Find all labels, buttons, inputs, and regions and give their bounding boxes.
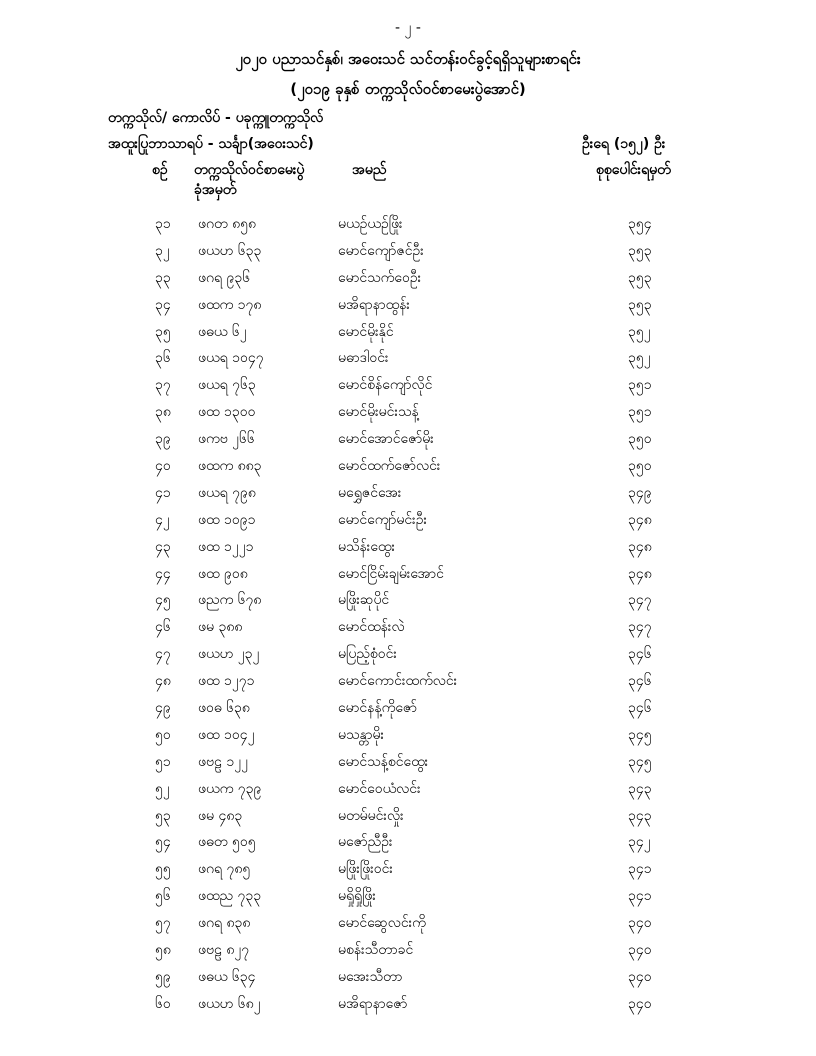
roll-number: ဖထ ၁၀၉၁ (198, 511, 256, 528)
total-marks: ၃၄၇ (628, 619, 652, 636)
column-header-roll: တက္ကသိုလ်ဝင်စာမေးပွဲ (194, 162, 305, 178)
roll-number: ဖယဟ ၆၃၃ (198, 242, 262, 259)
roll-number: ဖဓယ ၆၃၄ (198, 968, 256, 985)
table-row (0, 617, 816, 644)
student-name: မောင်ထက်ဇော်လင်း (338, 458, 441, 475)
student-name: မောင်သန့်စင်ထွေး (338, 753, 429, 770)
roll-number: ဖကဗ ၂၆၆ (198, 431, 255, 448)
student-name: မဇော်ညီဦး (338, 834, 393, 851)
table-row (0, 913, 816, 940)
student-name: မောင်စိန်ကျော်လိုင် (338, 377, 433, 394)
row-number: ၄၁ (155, 484, 171, 501)
total-marks: ၃၄၈ (628, 511, 652, 528)
roll-number: ဖထ ၁၂၂၁ (198, 538, 254, 555)
student-list (0, 214, 816, 1021)
total-marks: ၃၄၁ (628, 861, 652, 878)
row-number: ၅၆ (155, 888, 171, 905)
row-number: ၄၃ (155, 538, 171, 555)
roll-number: ဖထ ၉၀၈ (198, 565, 248, 582)
roll-number: ဖဗဠ ၈၂၇ (198, 942, 250, 959)
row-number: ၃၇ (155, 377, 171, 394)
roll-number: ဖဂရ ၉၃၆ (198, 269, 251, 286)
student-name: မောင်မိုးနိုင် (338, 323, 394, 340)
row-number: ၃၆ (155, 350, 171, 367)
table-row (0, 564, 816, 591)
student-name: မသိန်းထွေး (338, 538, 396, 555)
row-number: ၄၅ (155, 592, 171, 609)
total-marks: ၃၅၃ (628, 242, 652, 259)
row-number: ၅၁ (155, 753, 171, 770)
student-name: မသန္တာမိုး (338, 726, 385, 743)
table-row (0, 994, 816, 1021)
row-number: ၅၅ (155, 861, 171, 878)
total-marks: ၃၅၃ (628, 269, 652, 286)
student-name: မောင်ကျော်မင်းဦး (338, 511, 428, 528)
total-marks: ၃၄၀ (628, 915, 652, 932)
university-line: တက္ကသိုလ်/ ကောလိပ် - ပခုက္ကူတက္ကသိုလ် (108, 110, 324, 126)
document-subtitle: (၂၀၁၉ ခုနှစ် တက္ကသိုလ်ဝင်စာမေးပွဲအောင်) (290, 80, 526, 98)
student-name: မဓာဒါဝင်း (338, 350, 389, 367)
row-number: ၄၇ (155, 646, 171, 663)
student-name: မောင်ငြိမ်းချမ်းအောင် (338, 565, 444, 582)
roll-number: ဖယရ ၇၉၈ (198, 484, 256, 501)
total-marks: ၃၄၆ (628, 646, 652, 663)
table-row (0, 967, 816, 994)
row-number: ၃၅ (155, 323, 171, 340)
roll-number: ဖထ ၁၀၄၂ (198, 726, 255, 743)
roll-number: ဖယရ ၇၆၃ (198, 377, 256, 394)
student-name: မောင်မိုးမင်းသန့် (338, 404, 419, 421)
table-row (0, 832, 816, 859)
table-row (0, 375, 816, 402)
total-marks: ၃၄၃ (628, 807, 652, 824)
row-number: ၃၁ (155, 216, 171, 232)
roll-number: ဖယက ၇၃၉ (198, 780, 262, 797)
row-number: ၃၈ (155, 404, 171, 421)
student-name: မစန်းသီတာခင် (338, 942, 414, 959)
row-number: ၅၀ (155, 726, 171, 743)
total-marks: ၃၄၉ (628, 484, 652, 501)
table-row (0, 725, 816, 752)
table-row (0, 268, 816, 295)
table-row (0, 859, 816, 886)
total-marks: ၃၄၈ (628, 565, 652, 582)
row-number: ၃၃ (155, 269, 171, 286)
roll-number: ဖယဟ ၆၈၂ (198, 995, 261, 1012)
table-row (0, 429, 816, 456)
table-row (0, 698, 816, 725)
column-header-no: စဉ် (152, 162, 168, 178)
roll-number: ဖဗဠ ၁၂၂ (198, 753, 249, 770)
total-marks: ၃၅၁ (628, 404, 652, 421)
total-marks: ၃၅၂ (628, 350, 651, 367)
row-number: ၅၈ (155, 942, 171, 959)
student-name: မအေးသီတာ (338, 968, 403, 985)
student-count: ဦးရေ (၁၅၂) ဦး (582, 136, 666, 152)
total-marks: ၃၄၆ (628, 700, 652, 717)
student-name: မပြည့်စုံဝင်း (338, 646, 397, 663)
total-marks: ၃၄၀ (628, 995, 652, 1012)
table-row (0, 348, 816, 375)
total-marks: ၃၄၁ (628, 888, 652, 905)
table-row (0, 483, 816, 510)
table-row (0, 752, 816, 779)
table-row (0, 322, 816, 349)
table-row (0, 644, 816, 671)
student-name: မောင်သက်ဝေဦး (338, 269, 422, 286)
row-number: ၄၂ (155, 511, 170, 528)
table-row (0, 886, 816, 913)
row-number: ၆၀ (155, 995, 171, 1012)
student-name: မောင်နန့်ကိုဇော် (338, 700, 417, 717)
student-name: မတမ်မင်းလှိုး (338, 807, 404, 824)
total-marks: ၃၄၀ (628, 942, 652, 959)
student-name: မယဉ်ယဉ်ဖြိုး (338, 216, 403, 232)
roll-number: ဖဓယ ၆၂ (198, 323, 247, 340)
row-number: ၄၆ (155, 619, 171, 636)
column-header-name: အမည် (352, 162, 387, 178)
row-number: ၅၃ (155, 807, 171, 824)
total-marks: ၃၄၂ (628, 834, 651, 851)
row-number: ၄၄ (155, 565, 171, 582)
roll-number: ဖညက ၆၇၈ (198, 592, 262, 609)
total-marks: ၃၅၁ (628, 377, 652, 394)
table-row (0, 671, 816, 698)
roll-number: ဖဓတ ၅၀၅ (198, 834, 256, 851)
table-row (0, 402, 816, 429)
roll-number: ဖထ ၁၃၀၀ (198, 404, 256, 421)
student-name: မအိရာနာထွန်း (338, 296, 410, 313)
total-marks: ၃၄၀ (628, 968, 652, 985)
table-row (0, 214, 816, 241)
roll-number: ဖထက ၈၈၃ (198, 458, 262, 475)
table-row (0, 537, 816, 564)
table-row (0, 779, 816, 806)
student-name: မရွှေဇင်အေး (338, 484, 402, 501)
student-name: မအိရာနာဇော် (338, 995, 408, 1012)
student-name: မဖြိုးဆုပိုင် (338, 592, 390, 609)
major-line: အထူးပြုဘာသာရပ် - သင်္ချာ(အဝေးသင်) (108, 136, 314, 152)
student-name: မောင်အောင်ဇော်မိုး (338, 431, 434, 448)
total-marks: ၃၄၆ (628, 673, 652, 690)
roll-number: ဖဂရ ၈၃၈ (198, 915, 251, 932)
student-name: မဖြိုးဖြိုးဝင်း (338, 861, 393, 878)
total-marks: ၃၄၃ (628, 780, 652, 797)
total-marks: ၃၄၈ (628, 538, 652, 555)
student-name: မောင်ဝေယံလင်း (338, 780, 421, 797)
roll-number: ဖထက ၁၇၈ (198, 296, 262, 313)
row-number: ၄၀ (155, 458, 171, 475)
roll-number: ဖယရ ၁၀၄၇ (198, 350, 264, 367)
roll-number: ဖမ ၃၈၈ (198, 619, 243, 636)
table-row (0, 241, 816, 268)
column-header-roll-line2: ခုံအမှတ် (194, 182, 237, 198)
roll-number: ဖဂရ ၇၈၅ (198, 861, 251, 878)
row-number: ၅၂ (155, 780, 170, 797)
student-name: မောင်ဆွေလင်းကို (338, 915, 426, 932)
roll-number: ဖဂတ ၈၅၈ (198, 216, 256, 232)
student-name: မောင်ကောင်းထက်လင်း (338, 673, 458, 690)
total-marks: ၃၅၀ (628, 431, 652, 448)
roll-number: ဖယဟ ၂၃၂ (198, 646, 260, 663)
student-name: မောင်ကျော်ဇင်ဦး (338, 242, 424, 259)
total-marks: ၃၄၅ (628, 726, 652, 743)
row-number: ၅၉ (155, 968, 171, 985)
roll-number: ဖထည ၇၃၃ (198, 888, 262, 905)
roll-number: ဖမ ၄၈၃ (198, 807, 243, 824)
total-marks: ၃၅၂ (628, 323, 651, 340)
table-row (0, 510, 816, 537)
table-row (0, 456, 816, 483)
table-row (0, 940, 816, 967)
total-marks: ၃၅၀ (628, 458, 652, 475)
row-number: ၄၉ (155, 700, 171, 717)
total-marks: ၃၅၃ (628, 296, 652, 313)
row-number: ၃၉ (155, 431, 171, 448)
row-number: ၃၄ (155, 296, 171, 313)
row-number: ၃၂ (155, 242, 170, 259)
column-header-marks: စုစုပေါင်းရမှတ် (596, 162, 671, 178)
roll-number: ဖထ ၁၂၇၁ (198, 673, 255, 690)
row-number: ၅၇ (155, 915, 171, 932)
roll-number: ဖဝဓ ၆၃၈ (198, 700, 250, 717)
table-row (0, 295, 816, 322)
total-marks: ၃၅၄ (628, 216, 652, 232)
total-marks: ၃၄၇ (628, 592, 652, 609)
student-name: မောင်ထန်းလဲ (338, 619, 405, 636)
table-row (0, 590, 816, 617)
row-number: ၅၄ (155, 834, 171, 851)
row-number: ၄၈ (155, 673, 171, 690)
table-row (0, 806, 816, 833)
total-marks: ၃၄၅ (628, 753, 652, 770)
student-name: မရှိုရှိုဖြိုး (338, 888, 376, 905)
document-title: ၂၀၂၀ ပညာသင်နှစ်၊ အဝေးသင် သင်တန်းဝင်ခွင့်ရရှိသူများစာရင်း (235, 50, 581, 68)
page-number: - ၂ - (395, 20, 421, 36)
